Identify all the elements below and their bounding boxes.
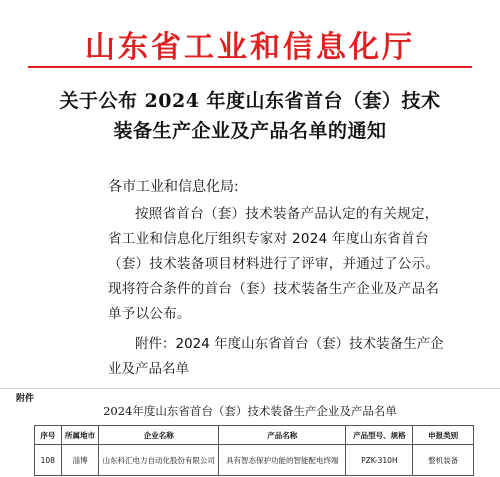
cell-product: 具有智态保护功能的智能配电终端 xyxy=(219,445,346,476)
column-header-model: 产品型号、规格 xyxy=(346,426,413,445)
column-header-city: 所属地市 xyxy=(61,426,99,445)
cell-city: 淄博 xyxy=(61,445,99,476)
notice-body: 按照省首台（套）技术装备产品认定的有关规定，省工业和信息化厅组织专家对 2024 年度山东省首台（套）技术装备项目材料进行了评审，并通过了公示。现将符合条件的首台（套）技术装备生产企业及产品名单予以公布。 xyxy=(108,206,440,322)
cell-model: PZK-310H xyxy=(346,445,413,476)
document-letterhead xyxy=(0,0,500,72)
cell-company: 山东科汇电力自动化股份有限公司 xyxy=(99,445,219,476)
annex-label: 附件 xyxy=(16,394,35,404)
letterhead-divider xyxy=(28,66,472,68)
table-header-row xyxy=(35,426,474,445)
column-header-product: 产品名称 xyxy=(219,426,346,445)
cell-category: 整机装备 xyxy=(413,445,474,476)
column-header-category: 申报类别 xyxy=(413,426,474,445)
issuing-organization: 山东省工业和信息化厅 xyxy=(85,30,415,65)
annex-title: 2024年度山东省首台（套）技术装备生产企业及产品名单 xyxy=(103,404,397,418)
product-table xyxy=(34,425,474,476)
notice-title xyxy=(40,86,460,146)
salutation: 各市工业和信息化局: xyxy=(108,179,239,195)
notice-title-line-1: 关于公布 2024 年度山东省首台（套）技术 xyxy=(59,90,441,112)
notice-title-line-2: 装备生产企业及产品名单的通知 xyxy=(113,120,387,142)
annex-section xyxy=(0,388,500,477)
attachment-reference: 附件：2024 年度山东省首台（套）技术装备生产企业及产品名单 xyxy=(108,336,444,377)
table-row xyxy=(35,445,474,476)
cell-no: 108 xyxy=(35,445,62,476)
column-header-no: 序号 xyxy=(35,426,62,445)
column-header-company: 企业名称 xyxy=(99,426,219,445)
